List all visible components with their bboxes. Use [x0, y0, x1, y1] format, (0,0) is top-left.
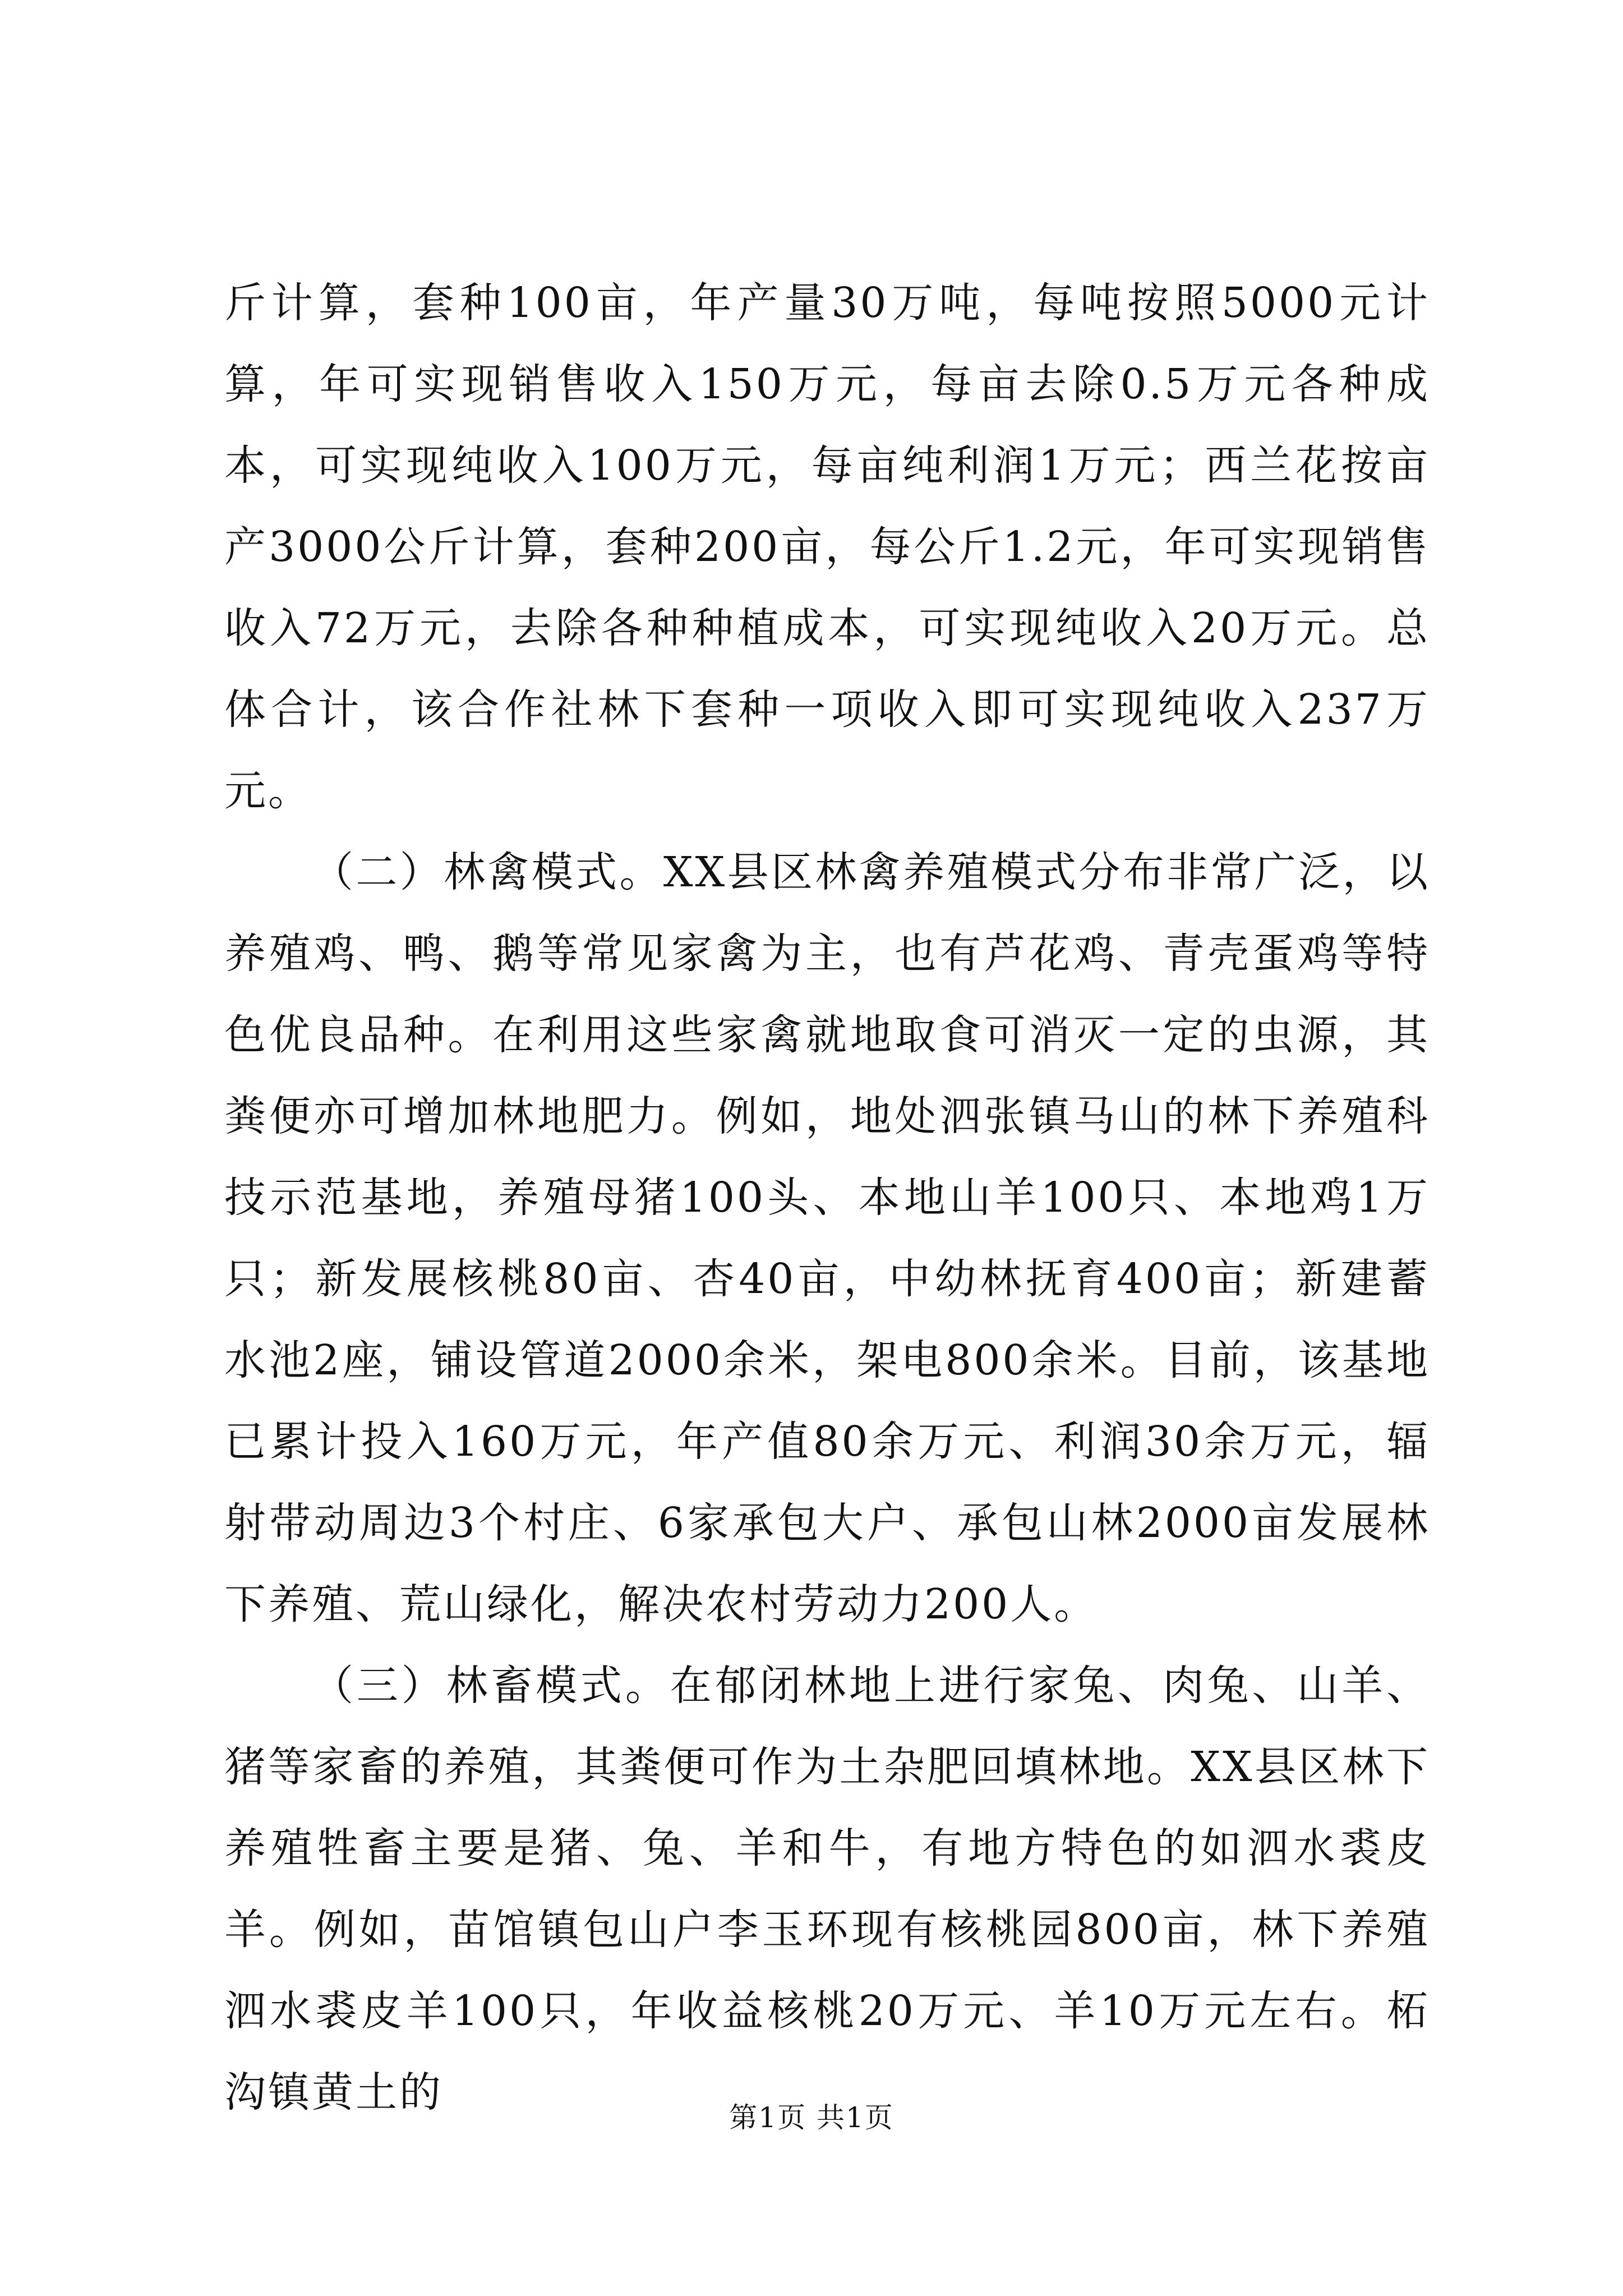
paragraph-forest-poultry-model: （二）林禽模式。XX县区林禽养殖模式分布非常广泛，以养殖鸡、鸭、鹅等常见家禽为主，也有芦花鸡、青壳蛋鸡等特色优良品种。在利用这些家禽就地取食可消灭一定的虫源，其粪便亦可增加林地肥力。例如，地处泗张镇马山的林下养殖科技示范基地，养殖母猪100头、本地山羊100只、本地鸡1万只；新发展核桃80亩、杏40亩，中幼林抚育400亩；新建蓄水池2座，铺设管道2000余米，架电800余米。目前，该基地已累计投入160万元，年产值80余万元、利润30余万元，辐射带动周边3个村庄、6家承包大户、承包山林2000亩发展林下养殖、荒山绿化，解决农村劳动力200人。	[224, 848, 1430, 1628]
page-footer: 第1页 共1页	[729, 2101, 894, 2134]
paragraph-continuation: 斤计算，套种100亩，年产量30万吨，每吨按照5000元计算，年可实现销售收入150万元，每亩去除0.5万元各种成本，可实现纯收入100万元，每亩纯利润1万元；西兰花按亩产3000公斤计算，套种200亩，每公斤1.2元，年可实现销售收入72万元，去除各种种植成本，可实现纯收入20万元。总体合计，该合作社林下套种一项收入即可实现纯收入237万元。	[224, 279, 1430, 815]
paragraph-forest-livestock-model: （三）林畜模式。在郁闭林地上进行家兔、肉兔、山羊、猪等家畜的养殖，其粪便可作为土杂肥回填林地。XX县区林下养殖牲畜主要是猪、兔、羊和牛，有地方特色的如泗水裘皮羊。例如，苗馆镇包山户李玉环现有核桃园800亩，林下养殖泗水裘皮羊100只，年收益核桃20万元、羊10万元左右。柘沟镇黄土的	[224, 1662, 1430, 2116]
body-text	[224, 263, 1430, 2133]
